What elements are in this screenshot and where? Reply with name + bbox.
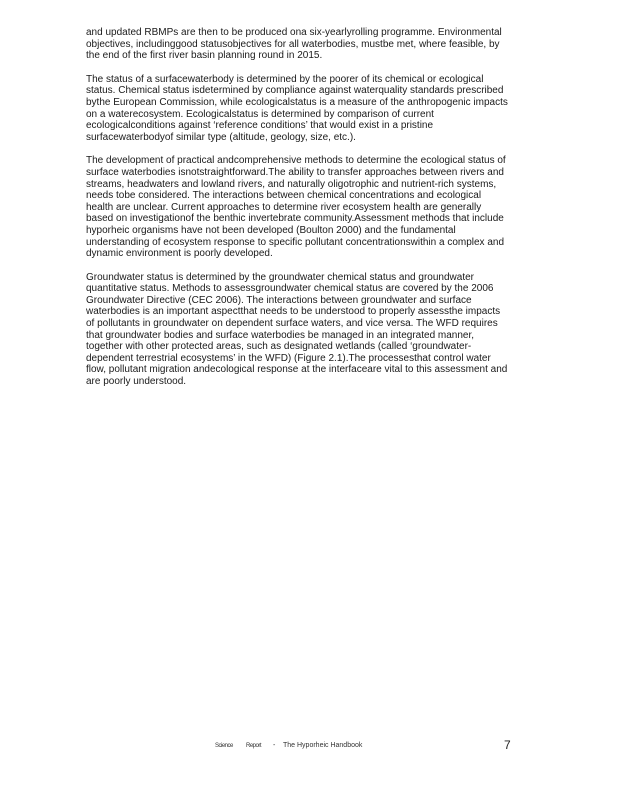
paragraph-4: Groundwater status is determined by the groundwater chemical status and groundwater quantitative status. Methods to assessgroundwater chemical status are covered by the 2006 Groundwater Directive (CEC 2006). The interactions between groundwater and surface waterbodies is an important aspectthat needs to be understood to properly assessthe impacts of pollutants in groundwater on dependent surface waters, and vice versa. The WFD requires that groundwater bodies and surface waterbodies be managed in an integrated manner, together with other protected areas, such as designated wetlands (called ‘groundwater-dependent terrestrial ecosystems’ in the WFD) (Figure 2.1).The processesthat control water flow, pollutant migration andecological response at the interfaceare vital to this assessment and are poorly understood. — [86, 271, 508, 388]
footer-separator: - — [273, 742, 276, 749]
footer-logo-text-science: Science — [215, 743, 233, 749]
paragraph-1: and updated RBMPs are then to be produced ona six-yearlyrolling programme. Environmental objectives, includinggood statusobjectives for all waterbodies, mustbe met, where feasible, by the end of the first river basin planning round in 2015. — [86, 27, 502, 62]
page-footer — [0, 738, 618, 758]
page-number: 7 — [504, 738, 511, 752]
paragraph-2: The status of a surfacewaterbody is determined by the poorer of its chemical or ecological status. Chemical status isdetermined by compliance against waterquality standards prescribed bythe European Commission, while ecologicalstatus is a measure of the anthropogenic impacts on a waterecosystem. Ecologicalstatus is determined by comparison of current ecologicalconditions against ‘reference conditions’ that would exist in a pristine surfacewaterbodyof similar type (altitude, geology, size, etc.). — [86, 73, 508, 143]
footer-logo-text-report: Report — [246, 743, 262, 749]
paragraph-3: The development of practical andcomprehensive methods to determine the ecological status of surface waterbodies isnotstraightforward.The ability to transfer approaches between rivers and streams, headwaters and lowland rivers, and naturally oligotrophic and nutrient-rich systems, needs tobe considered. The interactions between chemical concentrations and ecological health are unclear. Current approaches to determine river ecosystem health are generally based on investigationof the benthic invertebrate community.Assessment methods that include hyporheic organisms have not been developed (Boulton 2000) and the fundamental understanding of ecosystem response to specific pollutant concentrationswithin a complex and dynamic environment is poorly developed. — [86, 155, 506, 260]
body-text — [86, 27, 510, 400]
footer-title: The Hyporheic Handbook — [283, 742, 363, 749]
